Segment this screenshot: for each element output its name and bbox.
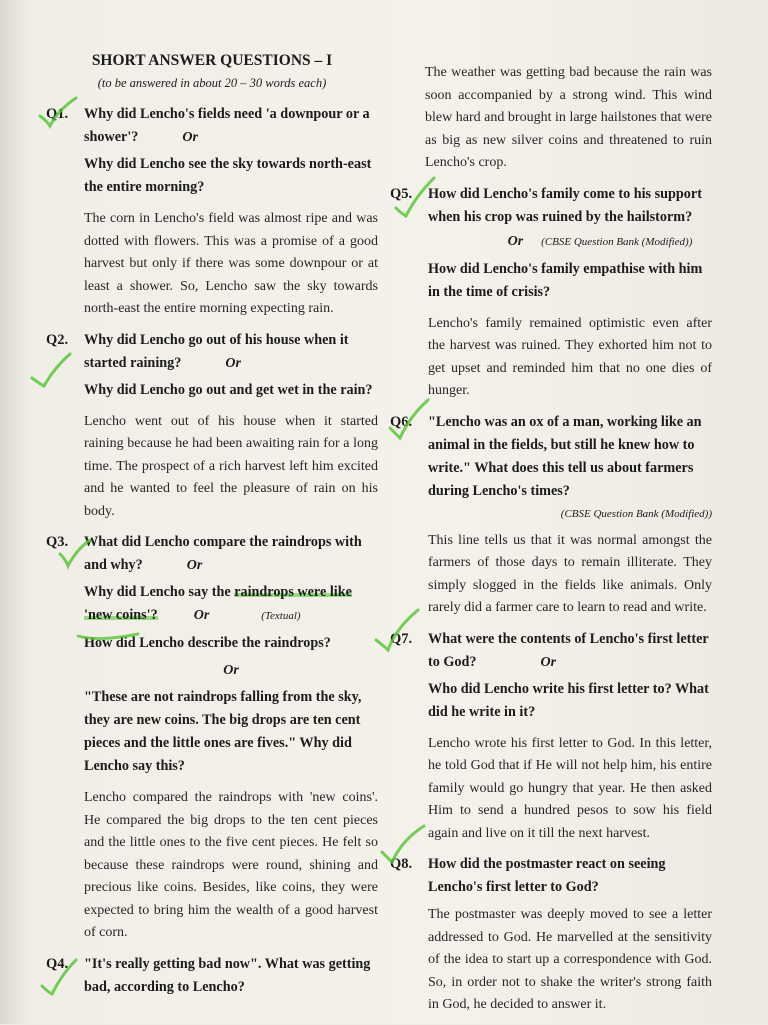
alternate-question: Why did Lencho go out and get wet in the rain? <box>84 381 373 398</box>
question-6 <box>390 411 712 620</box>
alternate-question-2: How did Lencho describe the raindrops? <box>84 635 331 651</box>
question-text: Why did Lencho go out of his house when it started raining? <box>84 331 349 371</box>
question-number: Q8. <box>390 856 413 872</box>
citation: (CBSE Question Bank (Modified)) <box>560 507 712 520</box>
question-number: Q7. <box>390 630 413 647</box>
or-label: Or <box>186 558 203 573</box>
answer-text: This line tells us that it was normal amongst the farmers of those days to remain illiterate. They simply slogged in the fields like animals. Only rarely did a farmer care to learn to read and write. <box>428 532 712 615</box>
or-label: Or <box>540 654 557 670</box>
answer-text: The corn in Lencho's field was almost ripe and was dotted with flowers. This was a promise of a good harvest but only if there was some downpour or at least a shower. So, Lencho saw the sky towards north-east the entire morning expecting rain. <box>84 211 378 316</box>
question-1 <box>46 103 378 321</box>
left-column <box>46 52 378 1005</box>
or-label: Or <box>225 355 241 371</box>
question-3 <box>46 531 378 945</box>
section-title: SHORT ANSWER QUESTIONS – I <box>91 52 333 69</box>
alternate-question: Why did Lencho see the sky towards north-east the entire morning? <box>84 156 372 195</box>
question-text: "It's really getting bad now". What was getting bad, according to Lencho? <box>84 955 371 995</box>
question-text: How did the postmaster react on seeing Lencho's first letter to God? <box>428 856 666 895</box>
question-number: Q4. <box>46 955 69 972</box>
question-8 <box>390 853 712 1017</box>
answer-text: Lencho compared the raindrops with 'new coins'. He compared the big drops to the ten cent pieces and the little ones to the five cent pieces. He felt so because these raindrops were round, shining and precious like coins. Besides, like coins, they were expected to bring him the wealth of a good harvest of corn. <box>84 790 378 940</box>
answer-text: Lencho wrote his first letter to God. In this letter, he told God that if He will not help him, his entire family would go hungry that year. He then asked Him to send a hundred pesos to sow his field again and live on it till the next harvest. <box>428 735 712 841</box>
alternate-question: Who did Lencho write his first letter to? What did he write in it? <box>428 680 709 720</box>
citation: (Textual) <box>261 610 301 622</box>
answer-text: The postmaster was deeply moved to see a letter addressed to God. He marvelled at the sensitivity of the idea to start up a correspondence with God. So, in order not to shake the writer's strong faith in God, he decided to answer it. <box>428 907 712 1012</box>
right-column <box>390 58 712 1025</box>
question-5 <box>390 183 712 403</box>
answer-text-q4: The weather was getting bad because the rain was soon accompanied by a strong wind. This wind blew hard and brought in large hailstones that were as big as new silver coins and threatened to ruin Lencho's crop. <box>425 65 712 170</box>
question-text: "Lencho was an ox of a man, working like an animal in the fields, but still he knew how to write." What does this tell us about farmers during Lencho's times? <box>428 413 702 499</box>
alternate-question-3: "These are not raindrops falling from the sky, they are new coins. The big drops are ten cent pieces and the little ones are fives." Why did Lencho say this? <box>84 689 362 774</box>
question-text: Why did Lencho's fields need 'a downpour or a shower'? <box>84 106 370 145</box>
question-number: Q1. <box>46 106 69 122</box>
or-label: Or <box>507 233 524 249</box>
or-label: Or <box>223 663 239 678</box>
citation: (CBSE Question Bank (Modified)) <box>541 235 693 248</box>
or-label: Or <box>193 608 210 623</box>
question-text: How did Lencho's family come to his support when his crop was ruined by the hailstorm? <box>428 185 702 225</box>
highlighted-phrase: raindrops were like 'new coins'? <box>84 584 352 623</box>
question-text: What did Lencho compare the raindrops with and why? <box>84 534 362 573</box>
alternate-question: How did Lencho's family empathise with him in the time of crisis? <box>428 260 703 300</box>
question-number: Q2. <box>46 331 69 348</box>
section-subtitle: (to be answered in about 20 – 30 words each) <box>97 76 327 90</box>
question-number: Q6. <box>390 413 413 430</box>
question-text: What were the contents of Lencho's first letter to God? <box>428 630 709 670</box>
alternate-question <box>84 581 378 628</box>
alternate-question-start: Why did Lencho say the <box>84 584 235 600</box>
answer-text: Lencho went out of his house when it started raining because he had been awaiting rain for a long time. The prospect of a rich harvest left him excited and he wanted to feel the pleasure of rain on his body. <box>84 413 378 519</box>
question-4 <box>46 953 378 999</box>
answer-text: Lencho's family remained optimistic even after the harvest was ruined. They exhorted him not to get upset and reminded him that no one dies of hunger. <box>428 315 712 398</box>
question-7 <box>390 628 712 846</box>
question-number: Q3. <box>46 534 69 550</box>
question-number: Q5. <box>390 185 413 202</box>
question-2 <box>46 329 378 524</box>
or-label: Or <box>182 130 198 145</box>
